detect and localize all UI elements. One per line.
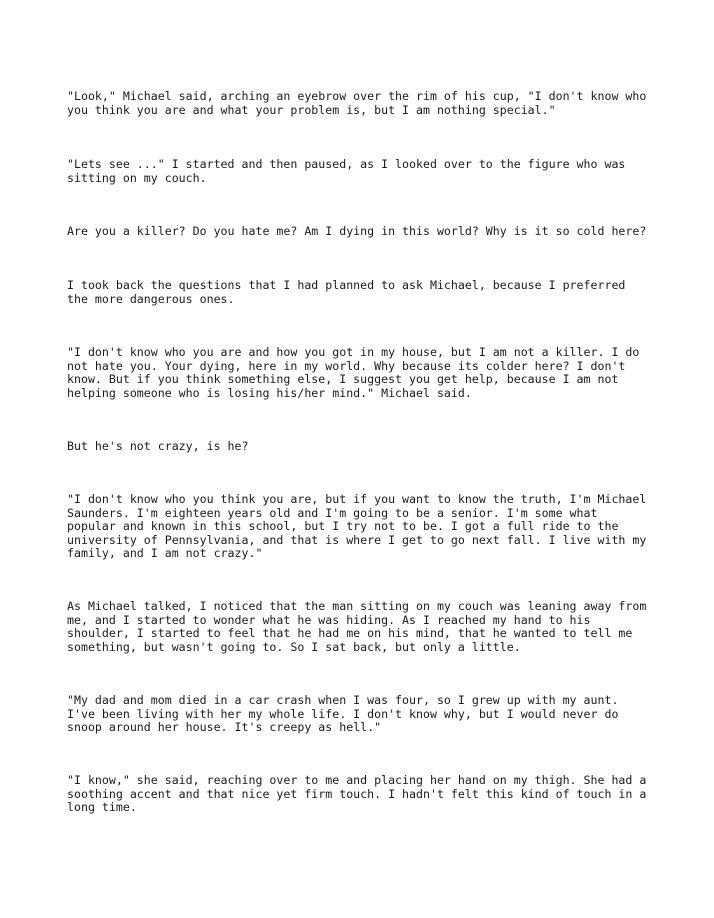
paragraph-3: Are you a killer? Do you hate me? Am I dying in this world? Why is it so cold here? xyxy=(67,224,647,238)
paragraph-6: But he's not crazy, is he? xyxy=(67,439,249,453)
paragraph-8: As Michael talked, I noticed that the man sitting on my couch was leaning away from me, and I started to wonder what he was hiding. As I reached my hand to his shoulder, I started to feel that he had me on his mind, that he wanted to tell me something, but wasn't going to. So I sat back, but only a little. xyxy=(67,599,647,654)
paragraph-5: "I don't know who you are and how you got in my house, but I am not a killer. I do not hate you. Your dying, here in my world. Why because its colder here? I don't know. But if you think something else, I suggest you get help, because I am not helping someone who is losing his/her mind." Michael said. xyxy=(67,345,640,400)
paragraph-7: "I don't know who you think you are, but if you want to know the truth, I'm Michael Saunders. I'm eighteen years old and I'm going to be a senior. I'm some what popular and known in this school, but I try not to be. I got a full ride to the university of Pennsylvania, and that is where I get to go next fall. I live with my family, and I am not crazy." xyxy=(67,492,647,561)
paragraph-9: "My dad and mom died in a car crash when I was four, so I grew up with my aunt. I've been living with her my whole life. I don't know why, but I would never do snoop around her house. It's creepy as hell." xyxy=(67,693,619,735)
paragraph-10: "I know," she said, reaching over to me and placing her hand on my thigh. She had a soothing accent and that nice yet firm touch. I hadn't felt this kind of touch in a long time. xyxy=(67,773,647,815)
paragraph-2: "Lets see ..." I started and then paused, as I looked over to the figure who was sitting on my couch. xyxy=(67,157,626,185)
paragraph-1: "Look," Michael said, arching an eyebrow over the rim of his cup, "I don't know who you think you are and what your problem is, but I am nothing special." xyxy=(67,89,647,117)
paragraph-4: I took back the questions that I had planned to ask Michael, because I preferred the more dangerous ones. xyxy=(67,278,626,306)
